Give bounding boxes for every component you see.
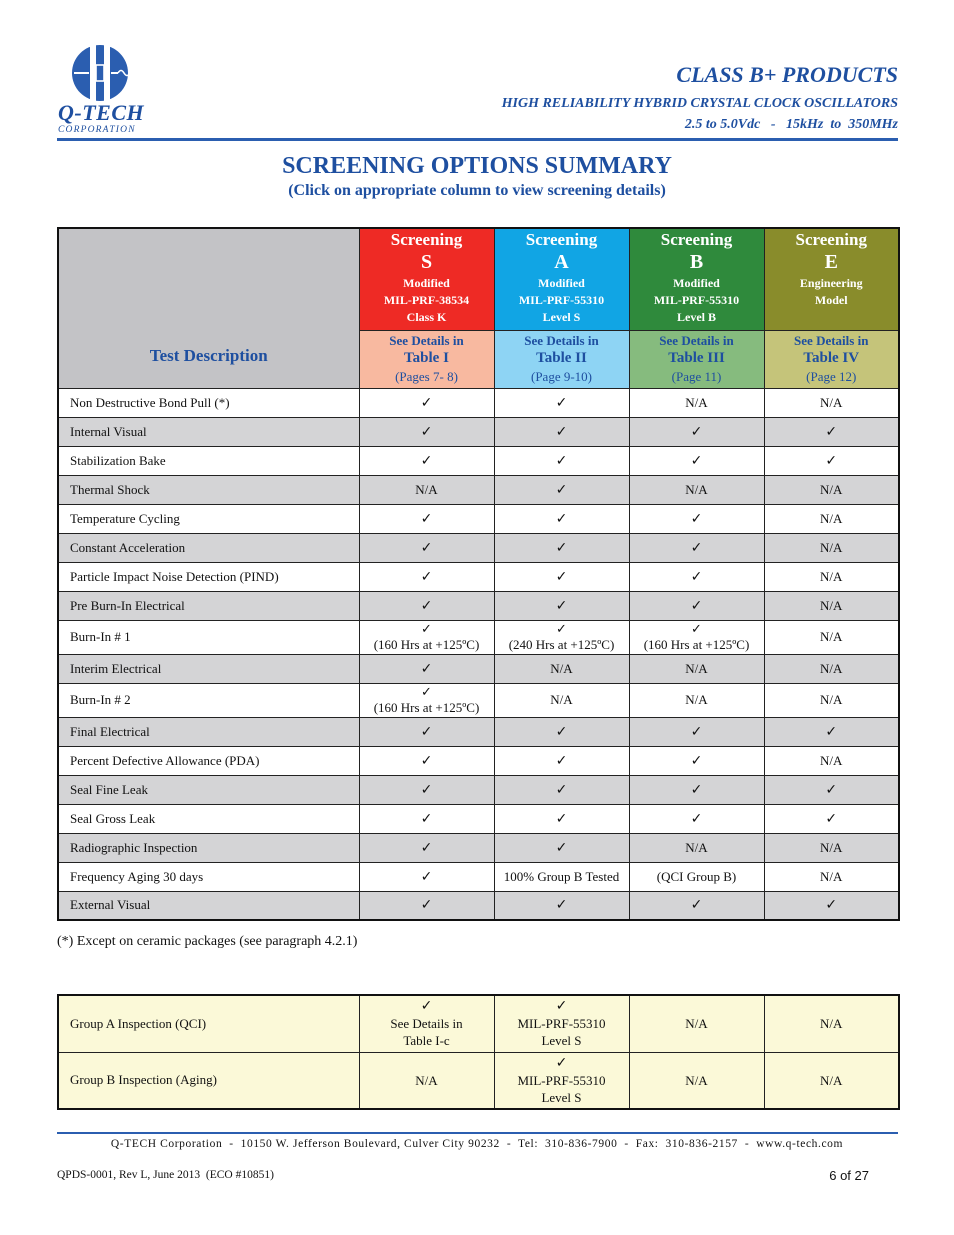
check-icon: ✓ (555, 568, 568, 585)
check-icon: ✓ (556, 622, 567, 637)
table-row (58, 591, 899, 620)
screening-cell (494, 717, 629, 746)
check-icon: ✓ (555, 752, 568, 769)
check-icon: ✓ (690, 568, 703, 585)
check-icon: ✓ (690, 510, 703, 527)
details-see: See Details in (659, 332, 734, 348)
screening-spec-line: Class K (406, 310, 447, 324)
test-name: Percent Defective Allowance (PDA) (58, 746, 359, 775)
screening-cell (494, 446, 629, 475)
check-icon: ✓ (555, 839, 568, 856)
screening-cell (764, 562, 899, 591)
screening-cell (359, 775, 494, 804)
screening-cell (494, 591, 629, 620)
check-icon: ✓ (690, 781, 703, 798)
check-icon: ✓ (420, 998, 433, 1015)
screening-cell (764, 862, 899, 891)
cell-text: N/A (820, 481, 843, 497)
screening-cell (494, 417, 629, 446)
cell-text: N/A (820, 752, 843, 768)
inspection-cell (764, 995, 899, 1052)
check-icon: ✓ (555, 723, 568, 740)
screening-cell (629, 417, 764, 446)
check-icon: ✓ (555, 481, 568, 498)
screening-s-header[interactable] (359, 228, 494, 330)
screening-cell (764, 417, 899, 446)
check-icon: ✓ (825, 423, 838, 440)
test-name: Pre Burn-In Electrical (58, 591, 359, 620)
page-instruction: (Click on appropriate column to view screening details) (288, 182, 666, 199)
check-icon: ✓ (555, 810, 568, 827)
details-pages: (Page 12) (806, 368, 857, 384)
check-icon: ✓ (421, 622, 432, 637)
screening-cell (359, 862, 494, 891)
cell-text: (160 Hrs at +125ºC) (373, 637, 480, 652)
screening-letter: B (689, 251, 704, 273)
screening-header-row (58, 228, 899, 330)
cell-text: N/A (820, 597, 843, 613)
screening-e-header[interactable] (764, 228, 899, 330)
details-table[interactable]: Table III (668, 349, 725, 366)
check-icon: ✓ (420, 839, 433, 856)
table-row (58, 775, 899, 804)
screening-spec-line: Engineering (799, 276, 863, 290)
test-name: Burn-In # 2 (58, 683, 359, 717)
check-icon: ✓ (825, 897, 838, 914)
screening-cell (494, 620, 629, 654)
cell-text: 100% Group B Tested (503, 868, 620, 884)
screening-cell (629, 504, 764, 533)
screening-spec-line: MIL-PRF-55310 (653, 293, 740, 307)
screening-cell (494, 654, 629, 683)
test-name: Non Destructive Bond Pull (*) (58, 388, 359, 417)
details-see: See Details in (524, 332, 599, 348)
test-name: Stabilization Bake (58, 446, 359, 475)
table-row (58, 562, 899, 591)
check-icon: ✓ (825, 810, 838, 827)
screening-a-header[interactable] (494, 228, 629, 330)
cell-text: N/A (685, 1072, 708, 1088)
screening-cell (494, 804, 629, 833)
logo-text: Q-TECH (58, 100, 145, 125)
check-icon: ✓ (420, 752, 433, 769)
check-icon: ✓ (420, 539, 433, 556)
details-table[interactable]: Table II (536, 349, 587, 366)
screening-cell (629, 804, 764, 833)
cell-text: N/A (820, 1072, 843, 1088)
screening-cell (494, 533, 629, 562)
screening-b-header[interactable] (629, 228, 764, 330)
test-name: Particle Impact Noise Detection (PIND) (58, 562, 359, 591)
cell-text: N/A (550, 660, 573, 676)
cell-text: (240 Hrs at +125ºC) (508, 637, 615, 652)
inspection-name: Group A Inspection (QCI) (58, 995, 359, 1052)
cell-text: N/A (685, 660, 708, 676)
table-row (58, 475, 899, 504)
screening-cell (764, 804, 899, 833)
inspection-cell (629, 995, 764, 1052)
page-number: 6 of 27 (829, 1168, 869, 1183)
screening-spec-line: MIL-PRF-55310 (518, 293, 605, 307)
details-pages: (Pages 7- 8) (395, 368, 458, 384)
screening-spec-line: Level B (677, 310, 716, 324)
cell-text: N/A (820, 539, 843, 555)
screening-cell (764, 533, 899, 562)
check-icon: ✓ (555, 897, 568, 914)
cell-text: N/A (415, 481, 438, 497)
details-link-b[interactable] (629, 330, 764, 388)
screening-cell (494, 891, 629, 920)
screening-label: Screening (390, 230, 463, 249)
table-row (58, 717, 899, 746)
check-icon: ✓ (825, 723, 838, 740)
screening-cell (764, 654, 899, 683)
check-icon: ✓ (420, 452, 433, 469)
page-title: SCREENING OPTIONS SUMMARY (282, 153, 672, 179)
cell-text: N/A (685, 481, 708, 497)
check-icon: ✓ (690, 723, 703, 740)
cell-text: N/A (820, 394, 843, 410)
screening-label: Screening (795, 230, 867, 249)
screening-cell (629, 717, 764, 746)
details-pages: (Page 9-10) (530, 368, 592, 384)
header-divider (57, 138, 898, 141)
table-row (58, 504, 899, 533)
screening-cell (494, 862, 629, 891)
screening-cell (764, 833, 899, 862)
check-icon: ✓ (555, 539, 568, 556)
screening-cell (764, 504, 899, 533)
cell-text: N/A (685, 839, 708, 855)
screening-cell (494, 683, 629, 717)
cell-text: N/A (820, 839, 843, 855)
table-row (58, 862, 899, 891)
cell-text: Level S (541, 1089, 582, 1105)
test-name: Final Electrical (58, 717, 359, 746)
screening-cell (629, 683, 764, 717)
check-icon: ✓ (555, 423, 568, 440)
screening-cell (494, 388, 629, 417)
cell-text: N/A (685, 692, 708, 707)
inspection-cell (629, 1052, 764, 1109)
table-row (58, 446, 899, 475)
screening-cell (494, 475, 629, 504)
check-icon: ✓ (420, 723, 433, 740)
check-icon: ✓ (825, 452, 838, 469)
screening-cell (494, 504, 629, 533)
check-icon: ✓ (690, 423, 703, 440)
screening-cell (494, 562, 629, 591)
cell-text: N/A (820, 660, 843, 676)
screening-cell (359, 717, 494, 746)
check-icon: ✓ (420, 781, 433, 798)
check-icon: ✓ (420, 510, 433, 527)
table-row (58, 746, 899, 775)
details-see: See Details in (389, 332, 464, 348)
screening-cell (359, 891, 494, 920)
screening-cell (629, 388, 764, 417)
inspection-table (57, 994, 900, 1110)
check-icon: ✓ (555, 781, 568, 798)
screening-spec-line: Modified (673, 276, 720, 290)
details-link-s[interactable] (359, 330, 494, 388)
cell-text: N/A (820, 1016, 843, 1032)
details-table[interactable]: Table IV (803, 349, 860, 366)
screening-cell (359, 504, 494, 533)
screening-cell (359, 746, 494, 775)
screening-label: Screening (525, 230, 598, 249)
cell-text: N/A (415, 1072, 438, 1088)
screening-cell (359, 475, 494, 504)
screening-cell (359, 417, 494, 446)
check-icon: ✓ (690, 597, 703, 614)
screening-cell (359, 446, 494, 475)
screening-cell (629, 591, 764, 620)
test-description-header: Test Description (58, 228, 359, 388)
check-icon: ✓ (555, 597, 568, 614)
test-name: Frequency Aging 30 days (58, 862, 359, 891)
screening-cell (629, 746, 764, 775)
table-row (58, 891, 899, 920)
screening-cell (359, 804, 494, 833)
screening-cell (764, 388, 899, 417)
test-name: Seal Fine Leak (58, 775, 359, 804)
table-row (58, 620, 899, 654)
qtech-logo-mark (64, 45, 130, 107)
test-name: Internal Visual (58, 417, 359, 446)
check-icon: ✓ (420, 810, 433, 827)
screening-cell (359, 591, 494, 620)
screening-cell (359, 654, 494, 683)
check-icon: ✓ (691, 622, 702, 637)
cell-text: N/A (685, 1016, 708, 1032)
screening-spec-line: MIL-PRF-38534 (383, 293, 470, 307)
screening-cell (359, 388, 494, 417)
inspection-cell (359, 1052, 494, 1109)
check-icon: ✓ (555, 452, 568, 469)
logo-corporation: CORPORATION (58, 125, 136, 135)
screening-spec-line: Level S (542, 310, 581, 324)
screening-cell (629, 562, 764, 591)
screening-cell (359, 620, 494, 654)
cell-text: N/A (820, 692, 843, 707)
screening-cell (494, 775, 629, 804)
product-spec: 2.5 to 5.0Vdc - 15kHz to 350MHz (684, 117, 898, 132)
test-name: Interim Electrical (58, 654, 359, 683)
test-name: Constant Acceleration (58, 533, 359, 562)
screening-cell (764, 446, 899, 475)
class-title: CLASS B+ PRODUCTS (676, 62, 898, 87)
screening-cell (359, 533, 494, 562)
screening-cell (629, 775, 764, 804)
check-icon: ✓ (690, 752, 703, 769)
inspection-name: Group B Inspection (Aging) (58, 1052, 359, 1109)
screening-table (57, 227, 900, 921)
table-row (58, 388, 899, 417)
test-name: External Visual (58, 891, 359, 920)
details-see: See Details in (794, 332, 869, 348)
check-icon: ✓ (420, 568, 433, 585)
screening-cell (764, 475, 899, 504)
screening-cell (494, 833, 629, 862)
check-icon: ✓ (420, 660, 433, 677)
cell-text: Level S (541, 1033, 582, 1049)
inspection-cell (494, 1052, 629, 1109)
cell-text: (QCI Group B) (656, 868, 737, 884)
screening-cell (764, 683, 899, 717)
inspection-cell (359, 995, 494, 1052)
inspection-row (58, 995, 899, 1052)
screening-cell (629, 654, 764, 683)
test-name: Radiographic Inspection (58, 833, 359, 862)
screening-spec-line: Modified (538, 276, 585, 290)
test-name: Thermal Shock (58, 475, 359, 504)
cell-text: N/A (820, 629, 843, 644)
cell-text: (160 Hrs at +125ºC) (373, 700, 480, 715)
check-icon: ✓ (420, 897, 433, 914)
screening-cell (764, 591, 899, 620)
screening-letter: S (420, 251, 433, 273)
table-row (58, 833, 899, 862)
cell-text: N/A (820, 510, 843, 526)
product-subtitle: HIGH RELIABILITY HYBRID CRYSTAL CLOCK OSCILLATORS (501, 96, 898, 111)
screening-cell (359, 562, 494, 591)
screening-cell (359, 833, 494, 862)
screening-cell (764, 746, 899, 775)
check-icon: ✓ (555, 394, 568, 411)
screening-cell (764, 717, 899, 746)
check-icon: ✓ (825, 781, 838, 798)
screening-cell (629, 446, 764, 475)
cell-text: See Details in (390, 1016, 463, 1032)
inspection-cell (494, 995, 629, 1052)
test-name: Burn-In # 1 (58, 620, 359, 654)
details-table[interactable]: Table I (404, 349, 449, 366)
check-icon: ✓ (420, 423, 433, 440)
cell-text: N/A (685, 394, 708, 410)
screening-cell (629, 475, 764, 504)
screening-cell (629, 891, 764, 920)
screening-letter: A (554, 251, 569, 273)
screening-letter: E (824, 251, 838, 273)
details-link-e[interactable] (764, 330, 899, 388)
check-icon: ✓ (690, 452, 703, 469)
check-icon: ✓ (420, 597, 433, 614)
screening-spec-line: Model (814, 293, 848, 307)
inspection-cell (764, 1052, 899, 1109)
screening-cell (764, 620, 899, 654)
check-icon: ✓ (690, 810, 703, 827)
cell-text: N/A (820, 868, 843, 884)
check-icon: ✓ (555, 998, 568, 1015)
details-pages: (Page 11) (671, 368, 722, 384)
cell-text: MIL-PRF-55310 (517, 1072, 606, 1088)
screening-cell (629, 620, 764, 654)
footnote: (*) Except on ceramic packages (see paragraph 4.2.1) (57, 934, 358, 949)
screening-cell (629, 833, 764, 862)
inspection-row (58, 1052, 899, 1109)
screening-cell (764, 775, 899, 804)
screening-cell (764, 891, 899, 920)
screening-cell (629, 533, 764, 562)
screening-cell (494, 746, 629, 775)
cell-text: Table I-c (403, 1033, 450, 1049)
check-icon: ✓ (420, 394, 433, 411)
cell-text: MIL-PRF-55310 (517, 1016, 606, 1032)
cell-text: N/A (820, 568, 843, 584)
footer-divider (57, 1132, 898, 1134)
screening-label: Screening (660, 230, 733, 249)
table-row (58, 533, 899, 562)
test-name: Temperature Cycling (58, 504, 359, 533)
table-row (58, 804, 899, 833)
test-name: Seal Gross Leak (58, 804, 359, 833)
screening-spec-line: Modified (403, 276, 450, 290)
cell-text: N/A (550, 692, 573, 707)
check-icon: ✓ (420, 868, 433, 885)
cell-text: (160 Hrs at +125ºC) (643, 637, 750, 652)
screening-cell (629, 862, 764, 891)
check-icon: ✓ (690, 897, 703, 914)
check-icon: ✓ (421, 685, 432, 700)
check-icon: ✓ (555, 1054, 568, 1071)
table-row (58, 683, 899, 717)
check-icon: ✓ (690, 539, 703, 556)
details-link-a[interactable] (494, 330, 629, 388)
screening-cell (359, 683, 494, 717)
document-id: QPDS-0001, Rev L, June 2013 (ECO #10851) (57, 1169, 274, 1181)
table-row (58, 417, 899, 446)
footer-address: Q-TECH Corporation - 10150 W. Jefferson Boulevard, Culver City 90232 - Tel: 310-836-7900 - Fax: 310-836-2157 - www.q-tech.com (110, 1138, 844, 1150)
table-row (58, 654, 899, 683)
check-icon: ✓ (555, 510, 568, 527)
